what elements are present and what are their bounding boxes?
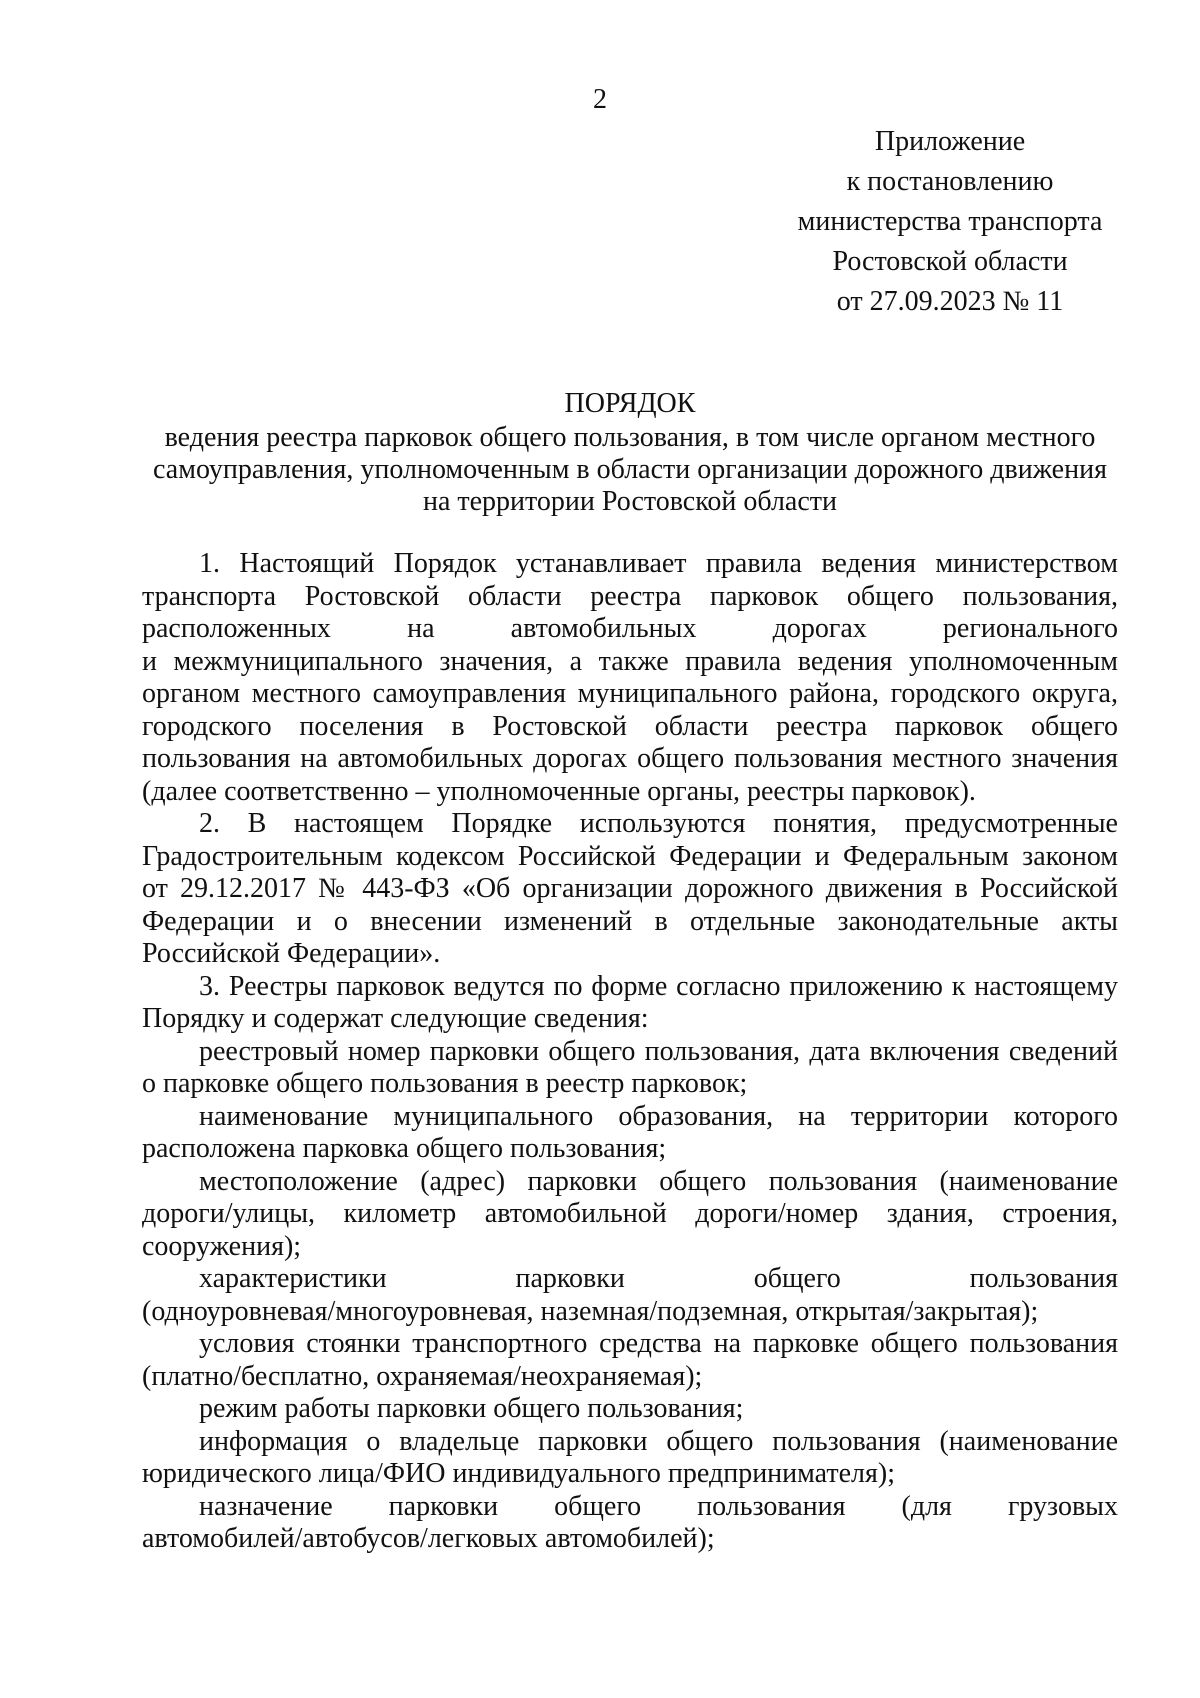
text-line: дороги/улицы, километр автомобильной дороги/номер здания, строения, <box>142 1198 1118 1229</box>
appendix-block <box>790 122 1110 322</box>
document-body <box>142 548 1118 1556</box>
text-line: юридического лица/ФИО индивидуального предпринимателя); <box>142 1458 895 1489</box>
text-line: режим работы парковки общего пользования; <box>199 1393 744 1424</box>
text-line: (платно/бесплатно, охраняемая/неохраняемая); <box>142 1360 703 1392</box>
text-line: условия стоянки транспортного средства на парковке общего пользования <box>199 1328 1118 1359</box>
text-line: 1. Настоящий Порядок устанавливает правила ведения министерством <box>199 548 1118 579</box>
text-line: реестровый номер парковки общего пользования, дата включения сведений <box>199 1035 1118 1067</box>
text-line: (одноуровневая/многоуровневая, наземная/подземная, открытая/закрытая); <box>142 1295 1039 1327</box>
text-line: местоположение (адрес) парковки общего пользования (наименование <box>199 1165 1118 1197</box>
title-heading: ПОРЯДОК <box>564 388 696 419</box>
text-line: городского поселения в Ростовской области реестра парковок общего <box>142 710 1118 742</box>
list-item-characteristics <box>142 1263 1118 1328</box>
appendix-line: от 27.09.2023 № 11 <box>836 286 1064 317</box>
list-item-purpose <box>142 1491 1118 1556</box>
text-line: от 29.12.2017 № 443-ФЗ «Об организации дорожного движения в Российской <box>142 873 1118 904</box>
text-line: информация о владельце парковки общего пользования (наименование <box>199 1425 1118 1457</box>
text-line: Федерации и о внесении изменений в отдельные законодательные акты <box>142 905 1118 937</box>
text-line: органом местного самоуправления муниципального района, городского округа, <box>142 678 1118 709</box>
subtitle-line: самоуправления, уполномоченным в области организации дорожного движения <box>153 454 1107 485</box>
list-item-registry-number <box>142 1036 1118 1101</box>
text-line: Градостроительным кодексом Российской Федерации и Федеральным законом <box>142 840 1118 872</box>
text-line: и межмуниципального значения, а также правила ведения уполномоченным <box>142 645 1118 677</box>
subtitle-line: ведения реестра парковок общего пользования, в том числе органом местного <box>164 422 1096 453</box>
text-line: характеристики парковки общего пользования <box>199 1263 1118 1294</box>
text-line: 2. В настоящем Порядке используются понятия, предусмотренные <box>199 808 1118 839</box>
subtitle-line: на территории Ростовской области <box>422 486 837 517</box>
appendix-line: к постановлению <box>846 166 1054 197</box>
text-line: 3. Реестры парковок ведутся по форме согласно приложению к настоящему <box>199 970 1118 1002</box>
text-line: назначение парковки общего пользования (для грузовых <box>199 1490 1118 1522</box>
text-line: транспорта Ростовской области реестра парковок общего пользования, <box>142 580 1118 612</box>
text-line: сооружения); <box>142 1230 302 1262</box>
title-subtitle <box>140 422 1120 518</box>
list-item-location <box>142 1166 1118 1264</box>
appendix-line: Приложение <box>874 126 1026 157</box>
appendix-line: Ростовской области <box>832 246 1068 277</box>
text-line: Порядку и содержат следующие сведения: <box>142 1003 649 1034</box>
paragraph-1 <box>142 548 1118 808</box>
list-item-municipality <box>142 1101 1118 1166</box>
paragraph-2 <box>142 808 1118 971</box>
text-line: Российской Федерации». <box>142 938 441 969</box>
text-line: о парковке общего пользования в реестр парковок; <box>142 1068 748 1099</box>
appendix-line: министерства транспорта <box>797 206 1103 237</box>
list-item-owner-info <box>142 1426 1118 1491</box>
list-item-parking-conditions <box>142 1328 1118 1393</box>
paragraph-3 <box>142 971 1118 1036</box>
document-title <box>140 388 1120 518</box>
text-line: пользования на автомобильных дорогах общего пользования местного значения <box>142 743 1118 774</box>
text-line: расположенных на автомобильных дорогах регионального <box>142 613 1118 644</box>
text-line: наименование муниципального образования, на территории которого <box>199 1100 1118 1132</box>
list-item-working-hours <box>142 1393 1118 1426</box>
text-line: (далее соответственно – уполномоченные органы, реестры парковок). <box>142 775 976 807</box>
text-line: расположена парковка общего пользования; <box>142 1133 667 1164</box>
text-line: автомобилей/автобусов/легковых автомобилей); <box>142 1523 715 1554</box>
page-number: 2 <box>593 84 607 115</box>
